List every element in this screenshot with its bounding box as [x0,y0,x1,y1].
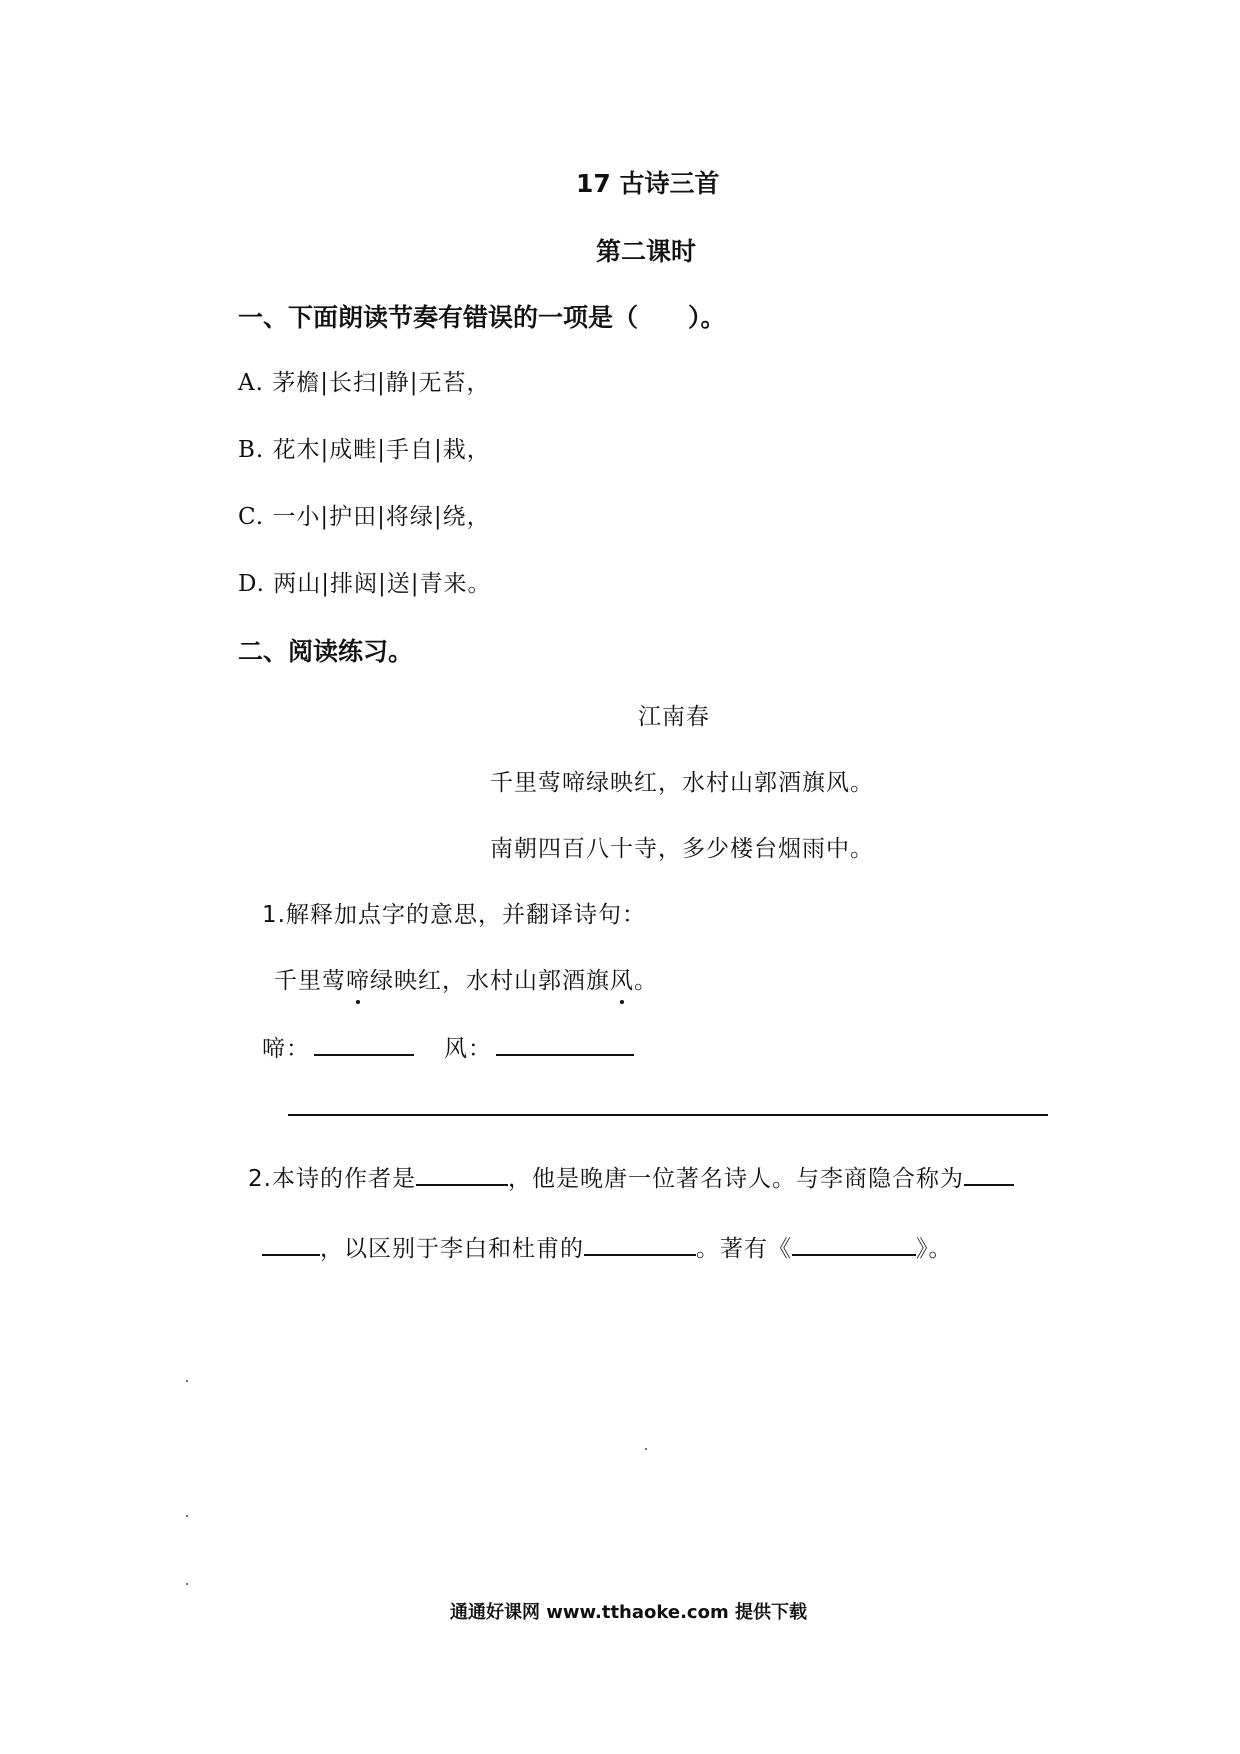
blank-ti[interactable] [314,1053,414,1056]
subquestion-2-line-1 [248,1160,1014,1193]
translate-text-a: 千里莺 [274,968,346,994]
dotted-char-ti: 啼 [346,962,370,995]
sub2-mid3: 。著有《 [696,1236,792,1262]
question-2-prompt: 二、阅读练习。 [238,637,414,666]
scan-speck [186,1515,188,1517]
page-subtitle: 第二课时 [596,237,697,266]
blank-work[interactable] [792,1253,916,1256]
blank-feng[interactable] [496,1053,634,1056]
translation-blank[interactable] [288,1114,1048,1116]
poem-line-2: 南朝四百八十寺，多少楼台烟雨中。 [490,836,874,862]
sub2-mid1: ，他是晚唐一位著名诗人。与李商隐合称为 [507,1166,964,1192]
scan-speck [645,1448,647,1450]
translate-text-b: 绿映红，水村山郭酒旗 [370,968,610,994]
question-1-prompt: 一、下面朗读节奏有错误的一项是（ ）。 [238,303,726,332]
translate-text-c: 。 [634,968,658,994]
sub2-mid2: ，以区别于李白和杜甫的 [320,1236,584,1262]
sub2-suffix: 》。 [916,1236,953,1262]
scan-speck [186,1380,188,1382]
option-d: D. 两山|排闼|送|青来。 [238,571,492,597]
subquestion-1-prompt: 1.解释加点字的意思，并翻译诗句： [262,902,646,928]
footer-credit: 通通好课网 www.tthaoke.com 提供下载 [450,1602,807,1623]
label-feng: 风： [444,1036,492,1062]
blank-nickname-part2[interactable] [262,1253,320,1256]
blank-author[interactable] [416,1183,508,1186]
scan-speck [186,1583,188,1585]
translate-line [274,962,658,995]
subquestion-2-line-2 [262,1230,953,1263]
dotted-char-feng: 风 [610,962,634,995]
blank-comparison[interactable] [584,1253,696,1256]
blank-nickname-part1[interactable] [964,1183,1014,1186]
sub2-prefix: 2.本诗的作者是 [248,1166,416,1192]
option-a: A. 茅檐|长扫|静|无苔， [238,370,491,396]
option-b: B. 花木|成畦|手自|栽， [238,437,491,463]
poem-title: 江南春 [638,704,710,730]
answer-row-1 [262,1030,634,1063]
label-ti: 啼： [262,1036,310,1062]
page-title: 17 古诗三首 [576,169,720,198]
poem-line-1: 千里莺啼绿映红，水村山郭酒旗风。 [490,770,874,796]
option-c: C. 一小|护田|将绿|绕， [238,504,491,530]
